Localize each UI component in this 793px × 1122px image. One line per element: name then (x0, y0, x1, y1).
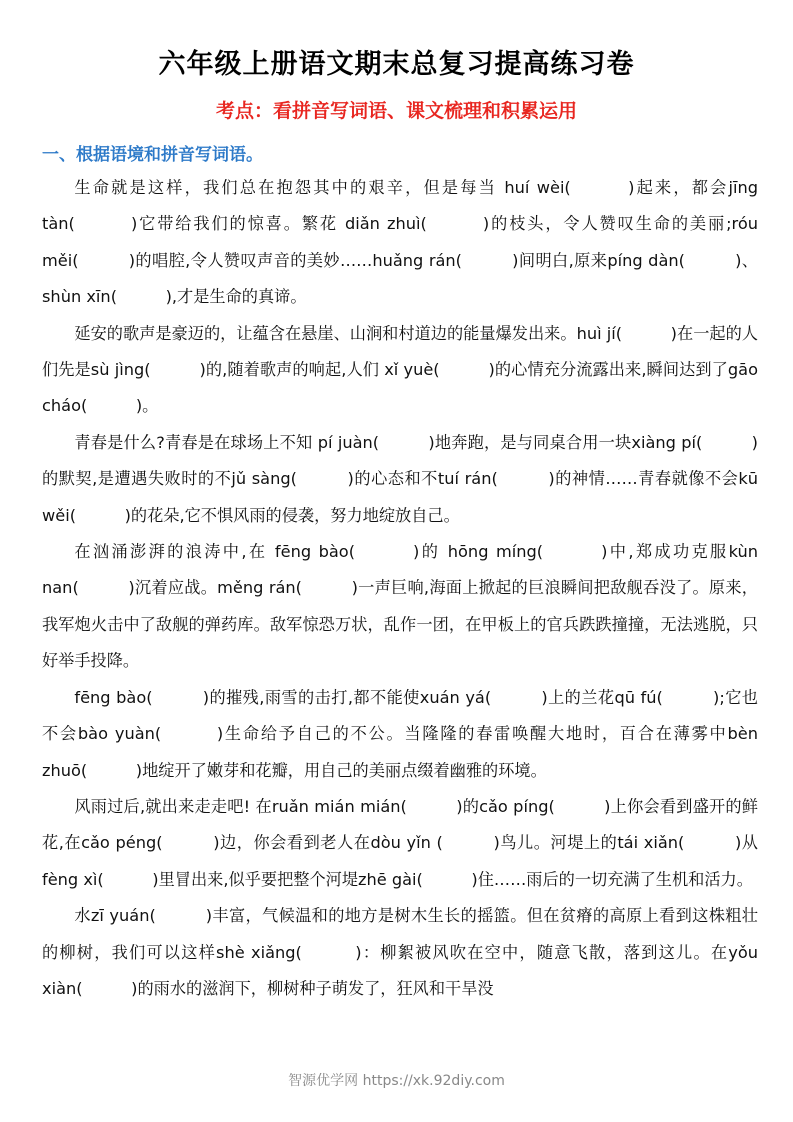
paragraph-willow: 水zī yuán( )丰富，气候温和的地方是树木生长的摇篮。但在贫瘠的高原上看到这株粗壮的柳树，我们可以这样shè xiǎng( )：柳絮被风吹在空中，随意飞散，落到这儿。在yǒu xiàn( )的雨水的滋润下，柳树种子萌发了，狂风和干旱没 (42, 906, 758, 998)
paragraph-after-rain: 风雨过后,就出来走走吧! 在ruǎn mián mián( )的cǎo píng( )上你会看到盛开的鲜花,在cǎo péng( )边，你会看到老人在dòu yǐn ( )鸟儿。河堤上的tái xiǎn( )从 fèng xì( )里冒出来,似乎要把整个河堤zhē gài( )住……雨后的一切充满了生机和活力。 (42, 796, 758, 889)
paragraph-zheng-chenggong: 在汹涌澎湃的浪涛中,在 fēng bào( )的 hōng míng( )中,郑成功克服kùn nan( )沉着应战。měng rán( )一声巨响,海面上掀起的巨浪瞬间把敌舰吞没了。原来，我军炮火击中了敌舰的弹药库。敌军惊恐万状，乱作一团，在甲板上的官兵跌跌撞撞，无法逃脱，只好举手投降。 (42, 542, 758, 671)
exercise-body (42, 170, 758, 1007)
page-title: 六年级上册语文期末总复习提高练习卷 (158, 49, 635, 80)
section-heading: 一、根据语境和拼音写词语。 (42, 145, 263, 165)
page-subtitle: 考点：看拼音写词语、课文梳理和积累运用 (215, 100, 577, 122)
paragraph-orchid: fēng bào( )的摧残,雨雪的击打,都不能使xuán yá( )上的兰花qū fú( );它也不会bào yuàn( )生命给予自己的不公。当隆隆的春雷唤醒大地时，百合在薄雾中bèn zhuō( )地绽开了嫩芽和花瓣，用自己的美丽点缀着幽雅的环境。 (42, 687, 758, 780)
paragraph-yanan: 延安的歌声是豪迈的，让蕴含在悬崖、山涧和村道边的能量爆发出来。huì jí( )在一起的人们先是sù jìng( )的,随着歌声的响起,人们 xǐ yuè( )的心情充分流露出来,瞬间达到了gāo cháo( )。 (42, 323, 758, 416)
paragraph-life: 生命就是这样，我们总在抱怨其中的艰辛，但是每当 huí wèi( )起来，都会jīng tàn( )它带给我们的惊喜。繁花 diǎn zhuì( )的枝头，令人赞叹生命的美丽;róu měi( )的唱腔,令人赞叹声音的美妙……huǎng rán( )间明白,原来píng dàn( )、shùn xīn( ),才是生命的真谛。 (42, 178, 758, 307)
footer-watermark: 智源优学网 https://xk.92diy.com (288, 1073, 505, 1089)
paragraph-youth: 青春是什么?青春是在球场上不知 pí juàn( )地奔跑，是与同桌合用一块xiàng pí( )的默契,是遭遇失败时的不jǔ sàng( )的心态和不tuí rán( )的神情……青春就像不会kū wěi( )的花朵,它不惧风雨的侵袭，努力地绽放自己。 (42, 432, 758, 525)
